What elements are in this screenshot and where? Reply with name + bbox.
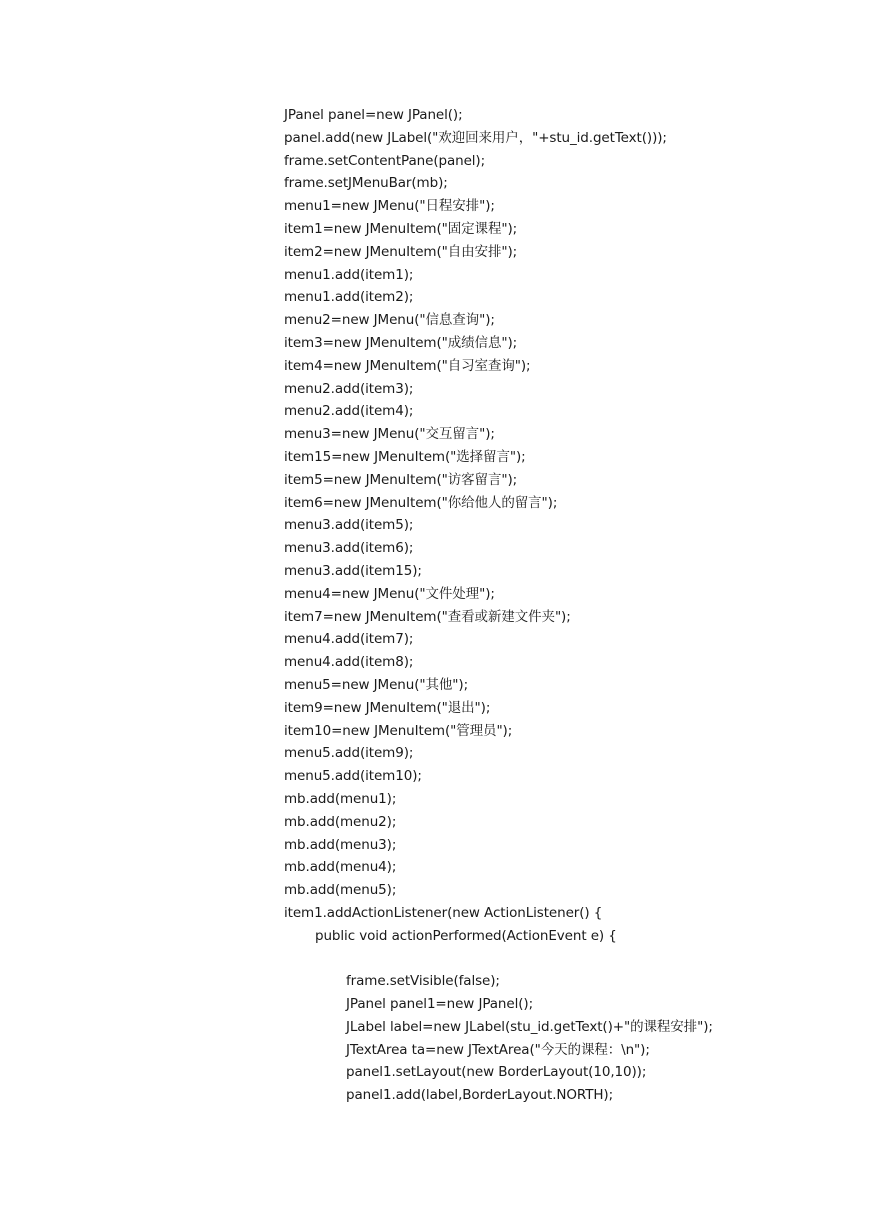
code-line: JPanel panel1=new JPanel(); bbox=[346, 996, 534, 1013]
code-line: mb.add(menu4); bbox=[284, 859, 397, 876]
code-line: item15=new JMenuItem("选择留言"); bbox=[284, 448, 526, 465]
code-line: public void actionPerformed(ActionEvent e) { bbox=[315, 927, 617, 944]
code-line: frame.setContentPane(panel); bbox=[284, 152, 486, 169]
code-line: menu2=new JMenu("信息查询"); bbox=[284, 312, 495, 329]
code-line: mb.add(menu1); bbox=[284, 790, 397, 807]
code-line: JTextArea ta=new JTextArea("今天的课程：\n"); bbox=[346, 1041, 650, 1058]
code-line: menu5=new JMenu("其他"); bbox=[284, 676, 469, 693]
code-line: menu2.add(item4); bbox=[284, 403, 414, 420]
code-block bbox=[284, 104, 844, 1107]
code-line: mb.add(menu5); bbox=[284, 882, 397, 899]
code-line: JPanel panel=new JPanel(); bbox=[284, 107, 463, 123]
code-line: menu4.add(item8); bbox=[284, 654, 414, 671]
code-line: item9=new JMenuItem("退出"); bbox=[284, 699, 491, 716]
code-line: menu4.add(item7); bbox=[284, 631, 414, 648]
code-line: mb.add(menu2); bbox=[284, 813, 397, 830]
code-line: item2=new JMenuItem("自由安排"); bbox=[284, 243, 518, 260]
code-line: menu3.add(item6); bbox=[284, 540, 414, 557]
code-line: frame.setJMenuBar(mb); bbox=[284, 175, 448, 192]
code-line: menu1=new JMenu("日程安排"); bbox=[284, 198, 495, 215]
code-line: menu3.add(item15); bbox=[284, 562, 422, 579]
code-line: item5=new JMenuItem("访客留言"); bbox=[284, 471, 518, 488]
code-line: menu3=new JMenu("交互留言"); bbox=[284, 426, 495, 443]
code-line: item10=new JMenuItem("管理员"); bbox=[284, 722, 513, 739]
code-line: frame.setVisible(false); bbox=[346, 973, 500, 990]
code-line bbox=[284, 947, 844, 970]
code-line: menu3.add(item5); bbox=[284, 517, 414, 534]
code-line: JLabel label=new JLabel(stu_id.getText()+"的课程安排"); bbox=[346, 1018, 713, 1035]
code-line: menu5.add(item9); bbox=[284, 745, 414, 762]
code-line: panel1.add(label,BorderLayout.NORTH); bbox=[346, 1087, 614, 1104]
code-line: menu1.add(item1); bbox=[284, 266, 414, 283]
code-line: panel.add(new JLabel("欢迎回来用户，"+stu_id.getText())); bbox=[284, 129, 667, 146]
code-line: menu1.add(item2); bbox=[284, 289, 414, 306]
code-line: menu4=new JMenu("文件处理"); bbox=[284, 585, 495, 602]
code-line: item3=new JMenuItem("成绩信息"); bbox=[284, 334, 518, 351]
code-line: item7=new JMenuItem("查看或新建文件夹"); bbox=[284, 608, 571, 625]
code-line: item6=new JMenuItem("你给他人的留言"); bbox=[284, 494, 558, 511]
code-line: mb.add(menu3); bbox=[284, 836, 397, 853]
code-line: panel1.setLayout(new BorderLayout(10,10)); bbox=[346, 1064, 647, 1081]
code-line: item4=new JMenuItem("自习室查询"); bbox=[284, 357, 531, 374]
code-line: menu2.add(item3); bbox=[284, 380, 414, 397]
code-line: item1.addActionListener(new ActionListener() { bbox=[284, 904, 603, 921]
code-line: item1=new JMenuItem("固定课程"); bbox=[284, 220, 518, 237]
code-line: menu5.add(item10); bbox=[284, 768, 422, 785]
